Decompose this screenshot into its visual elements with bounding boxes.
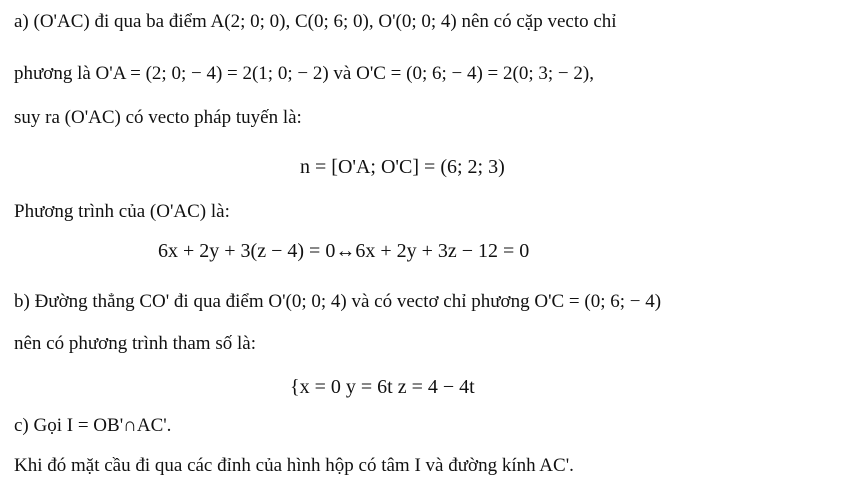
solution-line-normal-vector-intro: suy ra (O'AC) có vecto pháp tuyến là: bbox=[14, 107, 302, 128]
solution-line-direction-vectors: phương là O'A = (2; 0; − 4) = 2(1; 0; − 2) và O'C = (0; 6; − 4) = 2(0; 3; − 2), bbox=[14, 63, 594, 84]
solution-line-a-intro: a) (O'AC) đi qua ba điểm A(2; 0; 0), C(0; 6; 0), O'(0; 0; 4) nên có cặp vecto chỉ bbox=[14, 11, 617, 32]
solution-line-plane-equation-intro: Phương trình của (O'AC) là: bbox=[14, 201, 230, 222]
solution-line-sphere-conclusion: Khi đó mặt cầu đi qua các đỉnh của hình hộp có tâm I và đường kính AC'. bbox=[14, 455, 574, 476]
parametric-equation: {x = 0 y = 6t z = 4 − 4t bbox=[290, 376, 475, 398]
plane-equation: 6x + 2y + 3(z − 4) = 0↔6x + 2y + 3z − 12 = 0 bbox=[158, 240, 530, 262]
solution-line-c-intro: c) Gọi I = OB'∩AC'. bbox=[14, 415, 172, 436]
normal-vector-equation: n = [O'A; O'C] = (6; 2; 3) bbox=[300, 156, 505, 178]
solution-line-b-intro: b) Đường thẳng CO' đi qua điểm O'(0; 0; 4) và có vectơ chỉ phương O'C = (0; 6; − 4) bbox=[14, 291, 662, 312]
solution-line-parametric-intro: nên có phương trình tham số là: bbox=[14, 333, 256, 354]
